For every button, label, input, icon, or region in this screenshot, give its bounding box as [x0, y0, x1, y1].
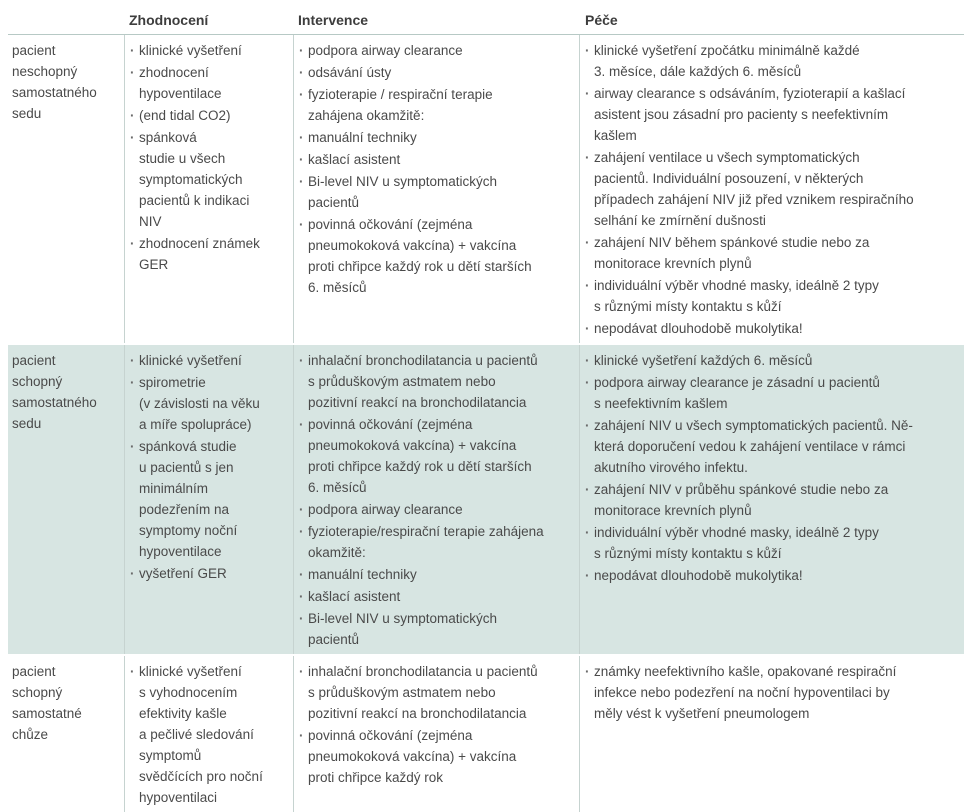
- list-item: · inhalační bronchodilatancia u pacientů s průduškovým astmatem nebo pozitivní reakcí na bronchodilatancia: [298, 661, 579, 724]
- pece-cell: [579, 35, 964, 343]
- patient-group-cell: [8, 656, 124, 812]
- list-item: · zhodnocení známek GER: [129, 233, 293, 275]
- zhodnoceni-cell: [124, 656, 293, 812]
- pece-list: [584, 40, 958, 339]
- intervence-list: [298, 350, 579, 650]
- intervence-cell: [293, 35, 579, 343]
- list-item: · Bi-level NIV u symptomatických pacientů: [298, 608, 579, 650]
- intervence-cell: [293, 656, 579, 812]
- pece-list: [584, 350, 958, 586]
- zhodnoceni-cell: [124, 35, 293, 343]
- pece-list: [584, 661, 958, 724]
- header-zhodnoceni: Zhodnocení: [129, 12, 209, 28]
- care-table: [8, 10, 964, 812]
- list-item: · spánková studie u všech symptomatických pacientů k indikaci NIV: [129, 127, 293, 232]
- list-item: · podpora airway clearance je zásadní u pacientů s neefektivním kašlem: [584, 372, 958, 414]
- list-item: · spánková studie u pacientů s jen minimálním podezřením na symptomy noční hypoventilace: [129, 436, 293, 562]
- list-item: · povinná očkování (zejména pneumokoková vakcína) + vakcína proti chřipce každý rok u dětí starších 6. měsíců: [298, 414, 579, 498]
- list-item: · klinické vyšetření zpočátku minimálně každé 3. měsíce, dále každých 6. měsíců: [584, 40, 958, 82]
- list-item: · zahájení ventilace u všech symptomatických pacientů. Individuální posouzení, v některých případech zahájení NIV již před vznikem respiračního selhání ke zmírnění dušnosti: [584, 147, 958, 231]
- list-item: · (end tidal CO2): [129, 105, 293, 126]
- list-item: · kašlací asistent: [298, 149, 579, 170]
- list-item: · individuální výběr vhodné masky, ideálně 2 typy s různými místy kontaktu s kůží: [584, 522, 958, 564]
- list-item: · odsávání ústy: [298, 62, 579, 83]
- intervence-list: [298, 40, 579, 298]
- list-item: · povinná očkování (zejména pneumokoková vakcína) + vakcína proti chřipce každý rok: [298, 725, 579, 788]
- table-row: [8, 654, 964, 812]
- list-item: · nepodávat dlouhodobě mukolytika!: [584, 318, 958, 339]
- list-item: · vyšetření GER: [129, 563, 293, 584]
- table-header: [8, 10, 964, 35]
- zhodnoceni-cell: [124, 345, 293, 654]
- table-body: [8, 35, 964, 812]
- list-item: · povinná očkování (zejména pneumokoková vakcína) + vakcína proti chřipce každý rok u dětí starších 6. měsíců: [298, 214, 579, 298]
- list-item: · zahájení NIV u všech symptomatických pacientů. Ně- která doporučení vedou k zahájení ventilace v rámci akutního virového infektu.: [584, 415, 958, 478]
- list-item: · klinické vyšetření každých 6. měsíců: [584, 350, 958, 371]
- list-item: · airway clearance s odsáváním, fyzioterapií a kašlací asistent jsou zásadní pro pacienty s neefektivním kašlem: [584, 83, 958, 146]
- table-row: [8, 343, 964, 654]
- patient-group-label: pacient neschopný samostatného sedu: [12, 43, 97, 121]
- list-item: · Bi-level NIV u symptomatických pacientů: [298, 171, 579, 213]
- list-item: · známky neefektivního kašle, opakované respirační infekce nebo podezření na noční hypoventilaci by měly vést k vyšetření pneumologem: [584, 661, 958, 724]
- list-item: · individuální výběr vhodné masky, ideálně 2 typy s různými místy kontaktu s kůží: [584, 275, 958, 317]
- list-item: · zhodnocení hypoventilace: [129, 62, 293, 104]
- list-item: · zahájení NIV během spánkové studie nebo za monitorace krevních plynů: [584, 232, 958, 274]
- pece-cell: [579, 656, 964, 812]
- header-intervence: Intervence: [298, 12, 369, 28]
- patient-group-cell: [8, 35, 124, 343]
- list-item: · klinické vyšetření s vyhodnocením efektivity kašle a pečlivé sledování symptomů svědčících pro noční hypoventilaci: [129, 661, 293, 808]
- pece-cell: [579, 345, 964, 654]
- table-row: [8, 35, 964, 343]
- list-item: · fyzioterapie / respirační terapie zahájena okamžitě:: [298, 84, 579, 126]
- list-item: · klinické vyšetření: [129, 350, 293, 371]
- list-item: · nepodávat dlouhodobě mukolytika!: [584, 565, 958, 586]
- patient-group-label: pacient schopný samostatného sedu: [12, 353, 97, 431]
- list-item: · manuální techniky: [298, 564, 579, 585]
- zhodnoceni-list: [129, 661, 293, 808]
- list-item: · podpora airway clearance: [298, 40, 579, 61]
- list-item: · spirometrie (v závislosti na věku a míře spolupráce): [129, 372, 293, 435]
- list-item: · inhalační bronchodilatancia u pacientů s průduškovým astmatem nebo pozitivní reakcí na bronchodilatancia: [298, 350, 579, 413]
- list-item: · klinické vyšetření: [129, 40, 293, 61]
- patient-group-label: pacient schopný samostatné chůze: [12, 664, 82, 742]
- intervence-list: [298, 661, 579, 788]
- list-item: · kašlací asistent: [298, 586, 579, 607]
- list-item: · zahájení NIV v průběhu spánkové studie nebo za monitorace krevních plynů: [584, 479, 958, 521]
- patient-group-cell: [8, 345, 124, 654]
- zhodnoceni-list: [129, 40, 293, 275]
- list-item: · manuální techniky: [298, 127, 579, 148]
- list-item: · podpora airway clearance: [298, 499, 579, 520]
- zhodnoceni-list: [129, 350, 293, 584]
- header-pece: Péče: [585, 12, 618, 28]
- intervence-cell: [293, 345, 579, 654]
- list-item: · fyzioterapie/respirační terapie zahájena okamžitě:: [298, 521, 579, 563]
